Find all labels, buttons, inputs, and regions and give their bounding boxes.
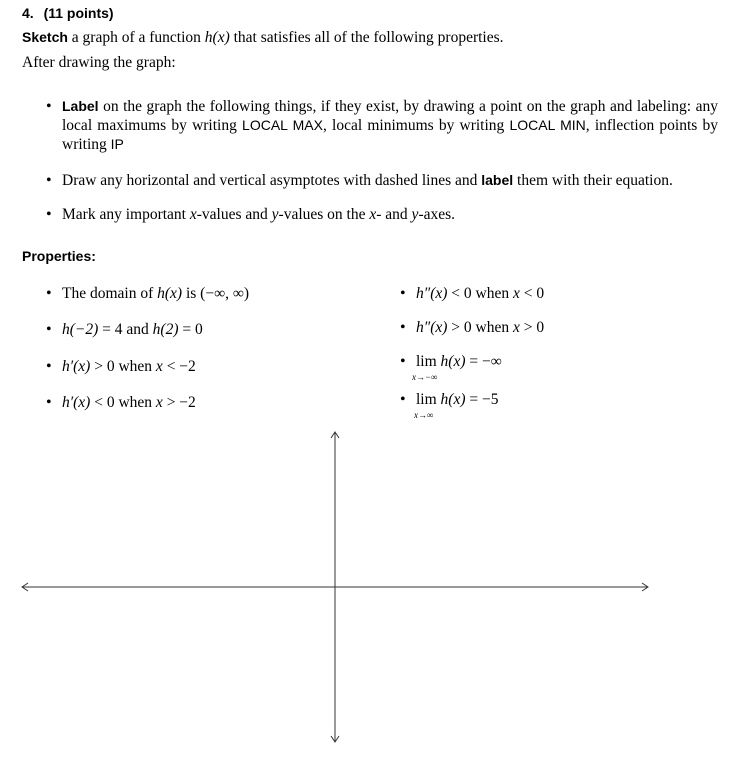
property-decreasing: • h′(x) < 0 when x > −2	[46, 393, 196, 412]
property-values: • h(−2) = 4 and h(2) = 0	[46, 320, 203, 339]
problem-number: 4.	[22, 5, 34, 21]
property-increasing: • h′(x) > 0 when x < −2	[46, 357, 196, 376]
property-limit-neg-infinity: • lim x→−∞ h(x) = −∞	[400, 352, 502, 371]
sketch-keyword: Sketch	[22, 29, 68, 45]
property-domain: • The domain of h(x) is (−∞, ∞)	[46, 284, 249, 303]
property-concave-up: • h″(x) > 0 when x > 0	[400, 318, 544, 337]
property-concave-down: • h″(x) < 0 when x < 0	[400, 284, 544, 303]
instruction-mark-item: • Mark any important x-values and y-values on the x- and y-axes.	[46, 205, 718, 224]
problem-intro: Sketch a graph of a function h(x) that satisfies all of the following properties.	[22, 29, 504, 46]
limit-operator: lim x→−∞	[412, 353, 438, 382]
instruction-asymptote-item: • Draw any horizontal and vertical asymptotes with dashed lines and label them with their equation.	[46, 171, 718, 190]
property-limit-pos-infinity: • lim x→∞ h(x) = −5	[400, 390, 498, 409]
after-drawing-text: After drawing the graph:	[22, 54, 176, 71]
properties-heading: Properties:	[22, 248, 96, 264]
instruction-label-item: • Label on the graph the following things, if they exist, by drawing a point on the graph and labeling: any local maximums by writing LOCAL MAX, local minimums by writing LOCAL MIN, inflection points by writing IP	[46, 97, 718, 154]
limit-operator: lim x→∞	[414, 391, 437, 420]
problem-points: (11 points)	[43, 5, 114, 21]
